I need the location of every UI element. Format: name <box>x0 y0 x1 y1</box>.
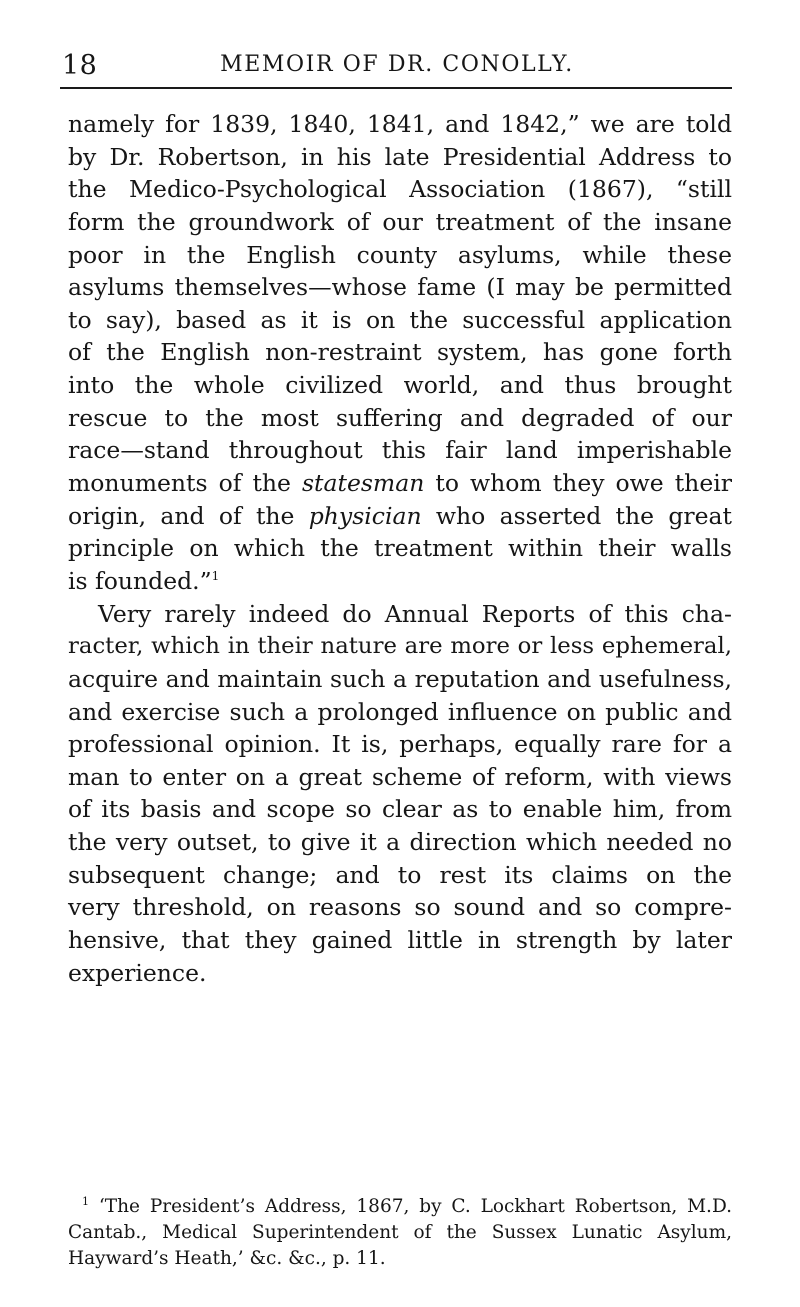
text-line: hensive, that they gained little in strength by later <box>68 926 732 955</box>
text-run: ‘The President’s Address, 1867, by C. Lockhart Robertson, M.D. <box>98 1196 732 1217</box>
footnote-marker: 1 <box>82 1195 89 1208</box>
text-line: to say), based as it is on the successful application <box>68 305 732 334</box>
body-text <box>68 108 732 989</box>
text-line: very threshold, on reasons so sound and so compre- <box>68 893 732 922</box>
text-line: asylums themselves—whose fame (I may be permitted <box>68 273 732 302</box>
italic-word-physician: physician <box>308 501 422 530</box>
footnote <box>68 1194 732 1272</box>
text-line: professional opinion. It is, perhaps, equally rare for a <box>68 730 732 759</box>
header-rule <box>60 87 732 89</box>
text-line: namely for 1839, 1840, 1841, and 1842,” we are told <box>68 110 732 138</box>
text-run: to whom they owe their <box>435 469 732 498</box>
text-line: Very rarely indeed do Annual Reports of this cha- <box>98 599 732 628</box>
running-title: MEMOIR OF DR. CONOLLY. <box>220 52 574 77</box>
text-run: origin, and of the <box>68 501 295 530</box>
text-line <box>68 467 732 500</box>
text-line: racter, which in their nature are more or less ephemeral, <box>68 633 732 660</box>
footnote-line: Hayward’s Heath,’ &c. &c., p. 11. <box>68 1248 386 1269</box>
footnote-reference: 1 <box>211 568 220 583</box>
text-line: principle on which the treatment within their walls <box>68 534 732 563</box>
text-line: the very outset, to give it a direction which needed no <box>68 828 732 857</box>
text-line: acquire and maintain such a reputation and usefulness, <box>68 664 732 693</box>
text-line: experience. <box>68 958 207 987</box>
italic-word-statesman: statesman <box>301 469 425 498</box>
text-line: race—stand throughout this fair land imperishable <box>68 436 732 465</box>
text-line: poor in the English county asylums, while these <box>68 240 732 269</box>
text-line: subsequent change; and to rest its claims on the <box>68 860 732 889</box>
footnote-line <box>68 1194 732 1220</box>
text-line: and exercise such a prolonged influence on public and <box>68 697 732 726</box>
text-line: of the English non-restraint system, has gone forth <box>68 338 732 367</box>
text-line: into the whole civilized world, and thus brought <box>68 371 732 400</box>
text-line: man to enter on a great scheme of reform, with views <box>68 762 732 791</box>
text-run: who asserted the great <box>435 501 732 530</box>
text-line <box>68 565 732 598</box>
text-line: by Dr. Robertson, in his late Presidential Address to <box>68 142 732 171</box>
text-run: monuments of the <box>68 469 291 498</box>
text-line: form the groundwork of our treatment of the insane <box>68 207 732 236</box>
text-line: the Medico-Psychological Association (1867), “still <box>68 175 732 204</box>
text-run: is founded.” <box>68 566 212 595</box>
page-header <box>62 46 732 86</box>
footnote-line: Cantab., Medical Superintendent of the Sussex Lunatic Asylum, <box>68 1222 732 1243</box>
text-line: of its basis and scope so clear as to enable him, from <box>68 795 732 824</box>
text-line: rescue to the most suffering and degraded of our <box>68 403 732 432</box>
text-line <box>68 500 732 533</box>
page-number: 18 <box>62 50 98 81</box>
